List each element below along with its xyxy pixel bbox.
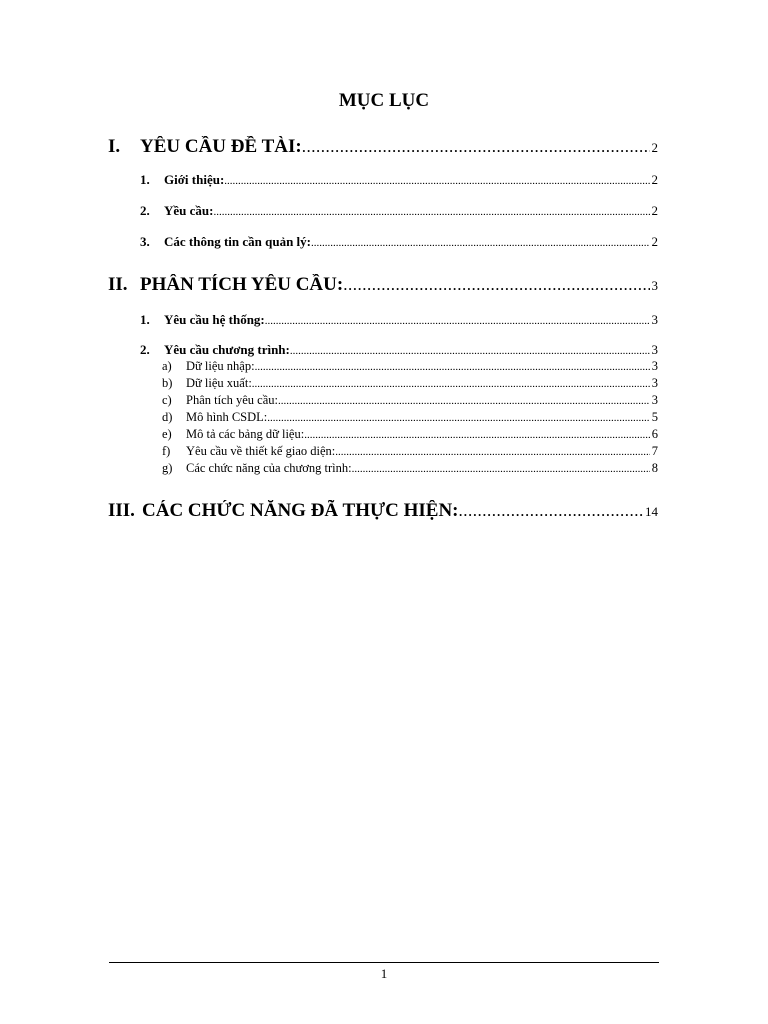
toc-subitem-g[interactable] <box>162 461 658 476</box>
toc-item-number: 3. <box>140 234 150 249</box>
toc-subitem-title: Mô tả các bảng dữ liệu: <box>186 427 305 441</box>
toc-leader-dots <box>267 412 649 424</box>
toc-item-number: 2. <box>140 203 150 218</box>
toc-subitem-title: Dữ liệu xuất: <box>186 376 252 390</box>
toc-page-number: 14 <box>645 504 658 519</box>
toc-section-number: I. <box>108 136 121 157</box>
toc-page-number: 3 <box>651 278 658 293</box>
toc-item-number: 2. <box>140 342 150 357</box>
toc-page-number: 2 <box>651 172 658 187</box>
toc-leader-dots <box>224 175 649 187</box>
toc-section-3[interactable] <box>108 500 658 522</box>
toc-leader-dots <box>352 463 650 475</box>
toc-page-number: 3 <box>651 359 658 373</box>
toc-subitem-a[interactable] <box>162 359 658 374</box>
toc-page-number: 3 <box>651 376 658 390</box>
footer-page-number: 1 <box>380 966 388 981</box>
toc-subitem-letter: c) <box>162 393 172 407</box>
toc-section-1[interactable] <box>108 136 658 158</box>
toc-item-1-2[interactable] <box>140 203 658 219</box>
toc-page-number: 8 <box>651 461 658 475</box>
toc-item-2-2[interactable] <box>140 342 658 358</box>
toc-item-title: Yêu cầu chương trình: <box>164 342 290 357</box>
toc-subitem-letter: g) <box>162 461 173 475</box>
toc-leader-dots <box>278 395 650 407</box>
toc-subitem-letter: f) <box>162 444 171 458</box>
footer-divider <box>109 962 659 963</box>
toc-subitem-title: Dữ liệu nhập: <box>186 359 255 373</box>
toc-item-1-3[interactable] <box>140 234 658 250</box>
toc-subitem-title: Mô hình CSDL: <box>186 410 268 424</box>
toc-title: MỤC LỤC <box>338 90 430 111</box>
toc-leader-dots <box>265 315 650 327</box>
toc-section-title: PHÂN TÍCH YÊU CẦU: <box>140 274 344 295</box>
toc-section-title: CÁC CHỨC NĂNG ĐÃ THỰC HIỆN: <box>142 500 459 521</box>
toc-subitem-f[interactable] <box>162 444 658 459</box>
toc-subitem-letter: d) <box>162 410 173 424</box>
toc-item-title: Yêu cầu hệ thống: <box>164 312 265 327</box>
toc-page-number: 2 <box>651 234 658 249</box>
toc-page-number: 2 <box>651 140 658 155</box>
toc-subitem-title: Các chức năng của chương trình: <box>186 461 352 475</box>
toc-item-title: Yều cầu: <box>164 203 214 218</box>
toc-leader-dots <box>302 137 650 157</box>
toc-leader-dots <box>213 206 649 218</box>
toc-page-number: 3 <box>651 393 658 407</box>
toc-subitem-b[interactable] <box>162 376 658 391</box>
toc-section-title: YÊU CẦU ĐỀ TÀI: <box>140 136 302 157</box>
toc-page-number: 7 <box>651 444 658 458</box>
toc-subitem-d[interactable] <box>162 410 658 425</box>
toc-leader-dots <box>335 446 650 458</box>
toc-item-title: Giới thiệu: <box>164 172 225 187</box>
toc-leader-dots <box>252 378 650 390</box>
toc-page-number: 3 <box>651 312 658 327</box>
toc-item-number: 1. <box>140 172 150 187</box>
toc-leader-dots <box>255 361 650 373</box>
toc-section-number: II. <box>108 274 128 295</box>
toc-page-number: 6 <box>651 427 658 441</box>
toc-subitem-title: Phân tích yêu cầu: <box>186 393 278 407</box>
toc-item-title: Các thông tin cần quản lý: <box>164 234 311 249</box>
toc-item-number: 1. <box>140 312 150 327</box>
toc-subitem-e[interactable] <box>162 427 658 442</box>
toc-item-2-1[interactable] <box>140 312 658 328</box>
toc-leader-dots <box>290 345 650 357</box>
toc-page-number: 2 <box>651 203 658 218</box>
toc-subitem-c[interactable] <box>162 393 658 408</box>
toc-subitem-letter: b) <box>162 376 173 390</box>
toc-item-1-1[interactable] <box>140 172 658 188</box>
toc-leader-dots <box>343 275 649 295</box>
toc-leader-dots <box>311 237 650 249</box>
toc-subitem-title: Yêu cầu về thiết kế giao diện: <box>186 444 336 458</box>
toc-page-number: 3 <box>651 342 658 357</box>
toc-page-number: 5 <box>651 410 658 424</box>
toc-section-2[interactable] <box>108 274 658 296</box>
toc-leader-dots <box>459 501 644 521</box>
toc-section-number: III. <box>108 500 135 521</box>
toc-subitem-letter: e) <box>162 427 172 441</box>
toc-subitem-letter: a) <box>162 359 172 373</box>
toc-leader-dots <box>304 429 650 441</box>
